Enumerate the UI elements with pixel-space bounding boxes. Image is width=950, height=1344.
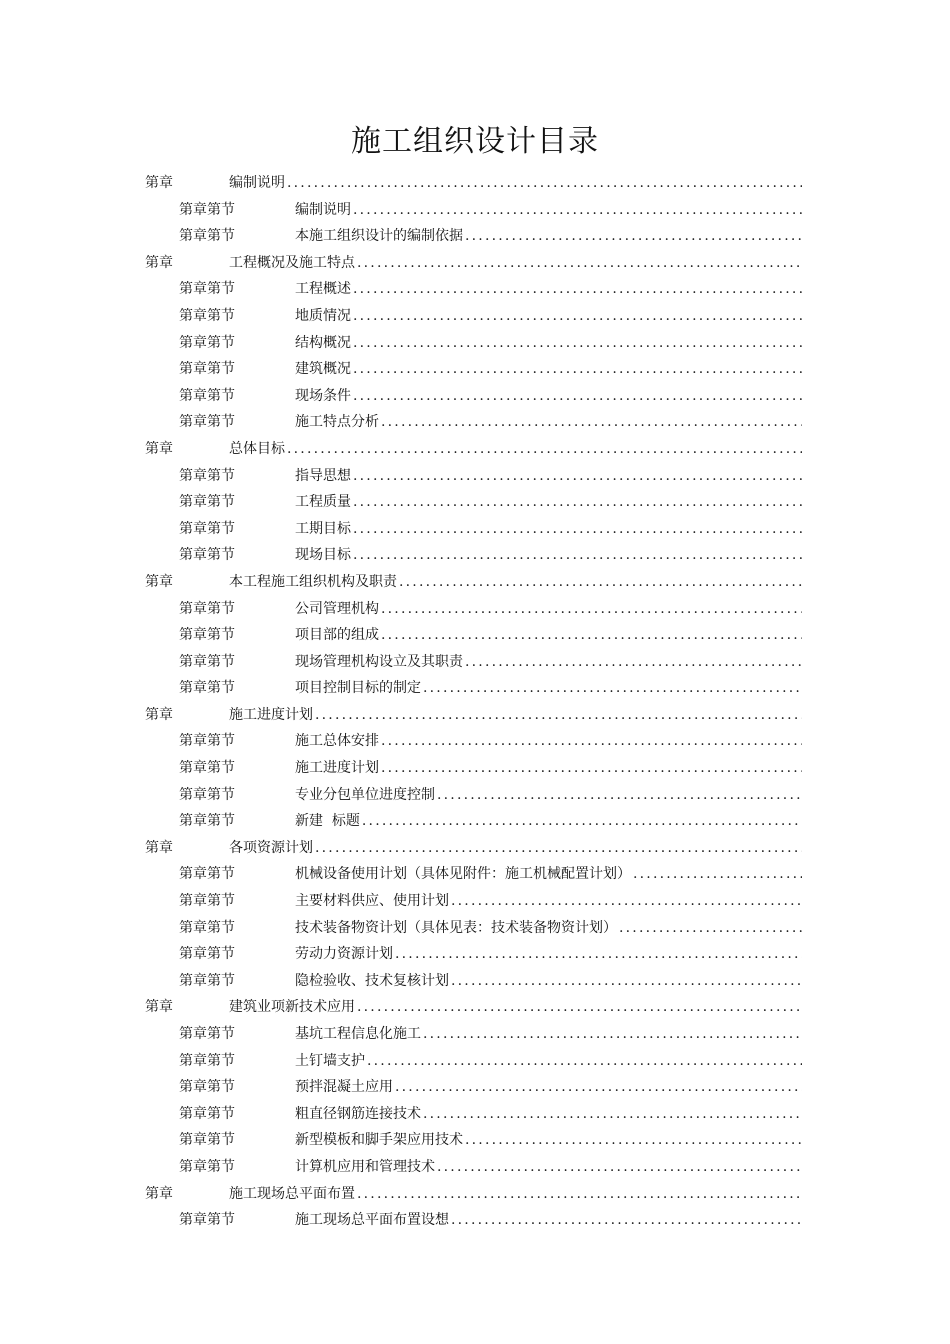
dot-leader xyxy=(353,276,802,303)
toc-entry-title: 各项资源计划 xyxy=(229,835,315,862)
section-label: 第章第节 xyxy=(179,334,235,351)
dot-leader xyxy=(465,649,802,676)
toc-entry-line xyxy=(295,675,802,702)
toc-entry-line xyxy=(229,170,802,197)
toc-entry-line xyxy=(295,755,802,782)
section-label: 第章第节 xyxy=(179,1105,235,1122)
toc-section-entry xyxy=(0,1101,950,1128)
toc-entry-title: 现场条件 xyxy=(295,383,353,410)
toc-section-entry xyxy=(0,330,950,357)
dot-leader xyxy=(437,1154,802,1181)
dot-leader xyxy=(423,1101,802,1128)
toc-entry-line xyxy=(295,330,802,357)
toc-entry-title: 计算机应用和管理技术 xyxy=(295,1154,437,1181)
toc-section-entry xyxy=(0,728,950,755)
dot-leader xyxy=(367,1048,802,1075)
toc-section-entry xyxy=(0,223,950,250)
toc-section-entry xyxy=(0,622,950,649)
toc-section-entry xyxy=(0,1127,950,1154)
section-label: 第章第节 xyxy=(179,307,235,324)
toc-section-entry xyxy=(0,1048,950,1075)
toc-section-entry xyxy=(0,356,950,383)
toc-entry-title: 专业分包单位进度控制 xyxy=(295,782,437,809)
toc-entry-title: 建筑概况 xyxy=(295,356,353,383)
toc-entry-line xyxy=(295,968,802,995)
toc-section-entry xyxy=(0,968,950,995)
toc-section-entry xyxy=(0,755,950,782)
toc-entry-line xyxy=(295,409,802,436)
toc-entry-line xyxy=(295,596,802,623)
chapter-label: 第章 xyxy=(145,1185,173,1202)
section-label: 第章第节 xyxy=(179,201,235,218)
section-label: 第章第节 xyxy=(179,680,235,697)
toc-entry-line xyxy=(295,489,802,516)
toc-entry-title: 本施工组织设计的编制依据 xyxy=(295,223,465,250)
toc-entry-title: 土钉墙支护 xyxy=(295,1048,367,1075)
toc-entry-line xyxy=(295,223,802,250)
toc-entry-title: 工程概况及施工特点 xyxy=(229,250,357,277)
section-label: 第章第节 xyxy=(179,893,235,910)
dot-leader xyxy=(619,915,802,942)
section-label: 第章第节 xyxy=(179,600,235,617)
toc-entry-title: 粗直径钢筋连接技术 xyxy=(295,1101,423,1128)
dot-leader xyxy=(357,1181,802,1208)
toc-entry-title: 现场目标 xyxy=(295,542,353,569)
chapter-label: 第章 xyxy=(145,999,173,1016)
toc-entry-title: 基坑工程信息化施工 xyxy=(295,1021,423,1048)
toc-section-entry xyxy=(0,383,950,410)
dot-leader xyxy=(353,330,802,357)
dot-leader xyxy=(362,808,802,835)
toc-section-entry xyxy=(0,276,950,303)
toc-entry-line xyxy=(295,808,802,835)
dot-leader xyxy=(423,675,802,702)
toc-entry-line xyxy=(295,197,802,224)
toc-entry-line xyxy=(295,356,802,383)
toc-entry-line xyxy=(295,1021,802,1048)
toc-entry-line xyxy=(229,436,802,463)
toc-entry-title: 项目部的组成 xyxy=(295,622,381,649)
toc-section-entry xyxy=(0,197,950,224)
dot-leader xyxy=(451,968,802,995)
toc-entry-line xyxy=(229,1181,802,1208)
toc-entry-title: 施工现场总平面布置 xyxy=(229,1181,357,1208)
toc-entry-title: 工期目标 xyxy=(295,516,353,543)
section-label: 第章第节 xyxy=(179,228,235,245)
dot-leader xyxy=(353,303,802,330)
dot-leader xyxy=(315,835,802,862)
dot-leader xyxy=(357,994,802,1021)
toc-section-entry xyxy=(0,516,950,543)
toc-section-entry xyxy=(0,1154,950,1181)
section-label: 第章第节 xyxy=(179,627,235,644)
toc-chapter-entry xyxy=(0,170,950,197)
dot-leader xyxy=(381,596,802,623)
section-label: 第章第节 xyxy=(179,467,235,484)
toc-entry-title: 主要材料供应、使用计划 xyxy=(295,888,451,915)
section-label: 第章第节 xyxy=(179,813,235,830)
toc-entry-title: 施工进度计划 xyxy=(229,702,315,729)
toc-entry-line xyxy=(295,915,802,942)
dot-leader xyxy=(315,702,802,729)
dot-leader xyxy=(353,383,802,410)
toc-section-entry xyxy=(0,1021,950,1048)
chapter-label: 第章 xyxy=(145,706,173,723)
toc-entry-title: 公司管理机构 xyxy=(295,596,381,623)
dot-leader xyxy=(395,1074,802,1101)
toc-entry-title: 新建 标题 xyxy=(295,808,362,835)
section-label: 第章第节 xyxy=(179,494,235,511)
dot-leader xyxy=(465,1127,802,1154)
toc-entry-line xyxy=(295,1074,802,1101)
toc-section-entry xyxy=(0,596,950,623)
section-label: 第章第节 xyxy=(179,1052,235,1069)
toc-entry-title: 施工总体安排 xyxy=(295,728,381,755)
section-label: 第章第节 xyxy=(179,946,235,963)
section-label: 第章第节 xyxy=(179,520,235,537)
section-label: 第章第节 xyxy=(179,786,235,803)
toc-entry-title: 编制说明 xyxy=(229,170,287,197)
toc-chapter-entry xyxy=(0,994,950,1021)
dot-leader xyxy=(399,569,802,596)
toc-entry-line xyxy=(295,1207,802,1234)
toc-entry-title: 地质情况 xyxy=(295,303,353,330)
toc-section-entry xyxy=(0,782,950,809)
dot-leader xyxy=(353,542,802,569)
toc-entry-line xyxy=(295,542,802,569)
toc-entry-title: 结构概况 xyxy=(295,330,353,357)
toc-entry-title: 现场管理机构设立及其职责 xyxy=(295,649,465,676)
toc-section-entry xyxy=(0,303,950,330)
dot-leader xyxy=(395,941,802,968)
dot-leader xyxy=(633,861,802,888)
toc-chapter-entry xyxy=(0,702,950,729)
toc-entry-line xyxy=(295,782,802,809)
chapter-label: 第章 xyxy=(145,839,173,856)
section-label: 第章第节 xyxy=(179,760,235,777)
toc-entry-line xyxy=(295,383,802,410)
section-label: 第章第节 xyxy=(179,972,235,989)
toc-entry-title: 施工进度计划 xyxy=(295,755,381,782)
dot-leader xyxy=(287,436,802,463)
toc-entry-title: 编制说明 xyxy=(295,197,353,224)
dot-leader xyxy=(381,622,802,649)
section-label: 第章第节 xyxy=(179,653,235,670)
toc-entry-line xyxy=(295,1101,802,1128)
chapter-label: 第章 xyxy=(145,175,173,191)
dot-leader xyxy=(287,170,802,197)
toc-chapter-entry xyxy=(0,1181,950,1208)
section-label: 第章第节 xyxy=(179,1212,235,1229)
toc-entry-line xyxy=(229,994,802,1021)
section-label: 第章第节 xyxy=(179,866,235,883)
dot-leader xyxy=(381,409,802,436)
dot-leader xyxy=(381,755,802,782)
dot-leader xyxy=(437,782,802,809)
dot-leader xyxy=(423,1021,802,1048)
toc-chapter-entry xyxy=(0,436,950,463)
toc-section-entry xyxy=(0,463,950,490)
toc-entry-line xyxy=(229,250,802,277)
toc-entry-line xyxy=(295,303,802,330)
toc-entry-title: 建筑业项新技术应用 xyxy=(229,994,357,1021)
toc-entry-line xyxy=(295,728,802,755)
toc-entry-title: 劳动力资源计划 xyxy=(295,941,395,968)
toc-entry-title: 总体目标 xyxy=(229,436,287,463)
section-label: 第章第节 xyxy=(179,1026,235,1042)
toc-entry-title: 预拌混凝土应用 xyxy=(295,1074,395,1101)
dot-leader xyxy=(357,250,802,277)
toc-entry-line xyxy=(295,1154,802,1181)
toc-entry-line xyxy=(295,941,802,968)
section-label: 第章第节 xyxy=(179,733,235,750)
dot-leader xyxy=(451,1207,802,1234)
toc-entry-line xyxy=(295,463,802,490)
section-label: 第章第节 xyxy=(179,387,235,404)
document-title: 施工组织设计目录 xyxy=(351,124,599,159)
dot-leader xyxy=(353,516,802,543)
toc-entry-title: 指导思想 xyxy=(295,463,353,490)
toc-entry-line xyxy=(295,1127,802,1154)
dot-leader xyxy=(353,197,802,224)
toc-entry-title: 机械设备使用计划（具体见附件：施工机械配置计划） xyxy=(295,861,633,888)
toc-entry-line xyxy=(295,1048,802,1075)
table-of-contents xyxy=(0,170,950,1234)
toc-entry-title: 本工程施工组织机构及职责 xyxy=(229,569,399,596)
chapter-label: 第章 xyxy=(145,573,173,590)
toc-entry-line xyxy=(295,622,802,649)
toc-chapter-entry xyxy=(0,569,950,596)
toc-section-entry xyxy=(0,542,950,569)
dot-leader xyxy=(353,489,802,516)
toc-section-entry xyxy=(0,1074,950,1101)
toc-section-entry xyxy=(0,409,950,436)
section-label: 第章第节 xyxy=(179,547,235,564)
toc-section-entry xyxy=(0,808,950,835)
toc-chapter-entry xyxy=(0,835,950,862)
toc-entry-line xyxy=(295,861,802,888)
toc-entry-title: 隐检验收、技术复核计划 xyxy=(295,968,451,995)
toc-entry-line xyxy=(295,888,802,915)
toc-entry-line xyxy=(229,569,802,596)
toc-section-entry xyxy=(0,1207,950,1234)
section-label: 第章第节 xyxy=(179,1132,235,1149)
section-label: 第章第节 xyxy=(179,1079,235,1096)
toc-section-entry xyxy=(0,888,950,915)
toc-entry-title: 施工现场总平面布置设想 xyxy=(295,1207,451,1234)
toc-entry-line xyxy=(229,702,802,729)
toc-entry-line xyxy=(229,835,802,862)
toc-entry-title: 新型模板和脚手架应用技术 xyxy=(295,1127,465,1154)
dot-leader xyxy=(451,888,802,915)
toc-section-entry xyxy=(0,915,950,942)
toc-section-entry xyxy=(0,675,950,702)
toc-entry-title: 技术装备物资计划（具体见表：技术装备物资计划） xyxy=(295,915,619,942)
toc-section-entry xyxy=(0,941,950,968)
toc-section-entry xyxy=(0,649,950,676)
toc-entry-line xyxy=(295,276,802,303)
dot-leader xyxy=(353,463,802,490)
section-label: 第章第节 xyxy=(179,414,235,431)
toc-entry-title: 项目控制目标的制定 xyxy=(295,675,423,702)
toc-entry-title: 施工特点分析 xyxy=(295,409,381,436)
dot-leader xyxy=(353,356,802,383)
toc-entry-line xyxy=(295,516,802,543)
toc-section-entry xyxy=(0,861,950,888)
section-label: 第章第节 xyxy=(179,1158,235,1175)
section-label: 第章第节 xyxy=(179,361,235,378)
toc-section-entry xyxy=(0,489,950,516)
dot-leader xyxy=(381,728,802,755)
toc-chapter-entry xyxy=(0,250,950,277)
chapter-label: 第章 xyxy=(145,254,173,271)
toc-entry-line xyxy=(295,649,802,676)
section-label: 第章第节 xyxy=(179,281,235,298)
chapter-label: 第章 xyxy=(145,440,173,457)
toc-entry-title: 工程质量 xyxy=(295,489,353,516)
toc-entry-title: 工程概述 xyxy=(295,276,353,303)
dot-leader xyxy=(465,223,802,250)
section-label: 第章第节 xyxy=(179,919,235,936)
